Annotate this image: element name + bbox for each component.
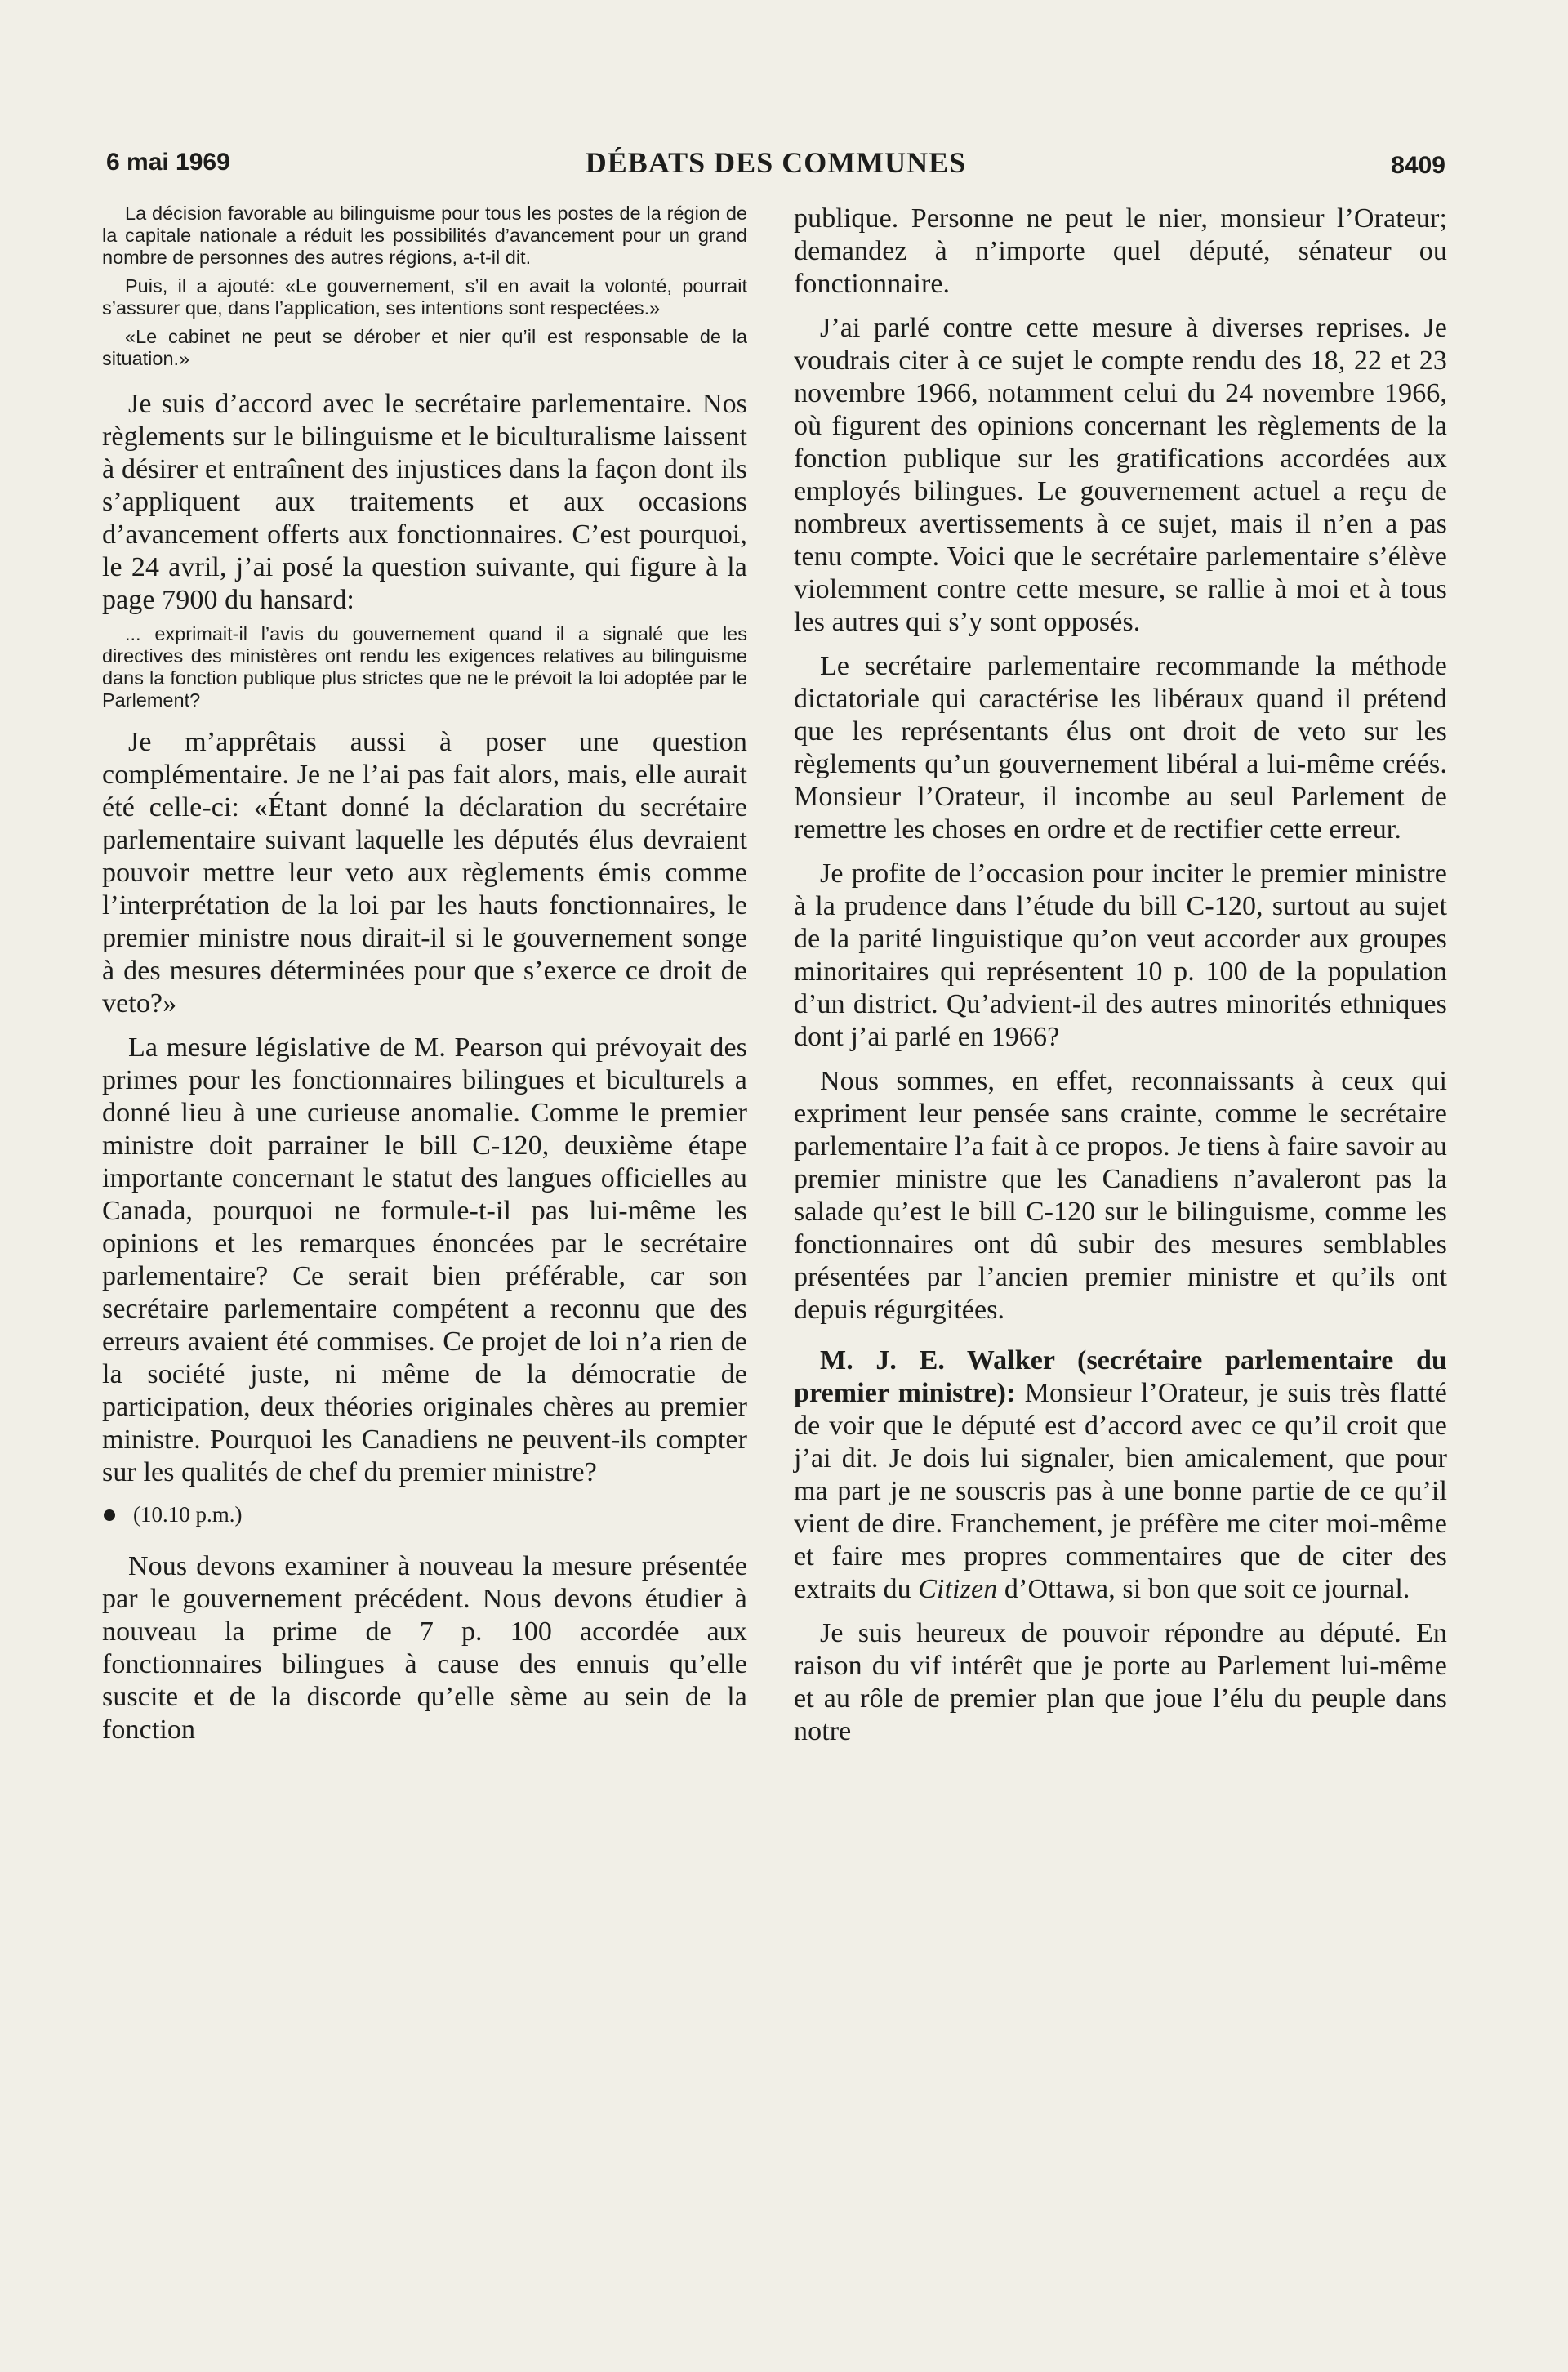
- time-marker-text: (10.10 p.m.): [133, 1502, 243, 1527]
- body-paragraph: La mesure législative de M. Pearson qui prévoyait des primes pour les fonctionnaires bilingues et biculturels a donné lieu à une curieuse anomalie. Comme le premier ministre doit parrainer le bill C-120, deuxième étape importante concernant le statut des langues officielles au Canada, pourquoi ne formule-t-il pas lui-même les opinions et les remarques énoncées par le secrétaire parlementaire? Ce serait bien préférable, car son secrétaire parlementaire compétent a reconnu que des erreurs avaient été commises. Ce projet de loi n’a rien de la société juste, ni même de la démocratie de participation, deux théories originales chères au premier ministre. Pourquoi les Canadiens ne peuvent-ils compter sur les qualités de chef du premier ministre?: [102, 1032, 747, 1487]
- body-paragraph: Nous devons examiner à nouveau la mesure présentée par le gouvernement précédent. Nous devons étudier à nouveau la prime de 7 p. 100 accordée aux fonctionnaires bilingues à cause des ennuis qu’elle suscite et de la discorde qu’elle sème au sein de la fonction: [102, 1551, 747, 1745]
- time-marker: [102, 1502, 747, 1527]
- body-paragraph: publique. Personne ne peut le nier, monsieur l’Orateur; demandez à n’importe quel député, sénateur ou fonctionnaire.: [794, 203, 1447, 299]
- body-paragraph: Le secrétaire parlementaire recommande la méthode dictatoriale qui caractérise les libéraux quand il prétend que les représentants élus ont droit de veto sur les règlements qu’un gouvernement libéral a lui-même créés. Monsieur l’Orateur, il incombe au seul Parlement de remettre les choses en ordre et de rectifier cette erreur.: [794, 651, 1447, 845]
- newspaper-title: Citizen: [918, 1574, 998, 1604]
- body-paragraph: Nous sommes, en effet, reconnaissants à ceux qui expriment leur pensée sans crainte, comme le secrétaire parlementaire l’a fait à ce propos. Je tiens à faire savoir au premier ministre que les Canadiens n’avaleront pas la salade qu’est le bill C-120 sur le bilinguisme, comme les fonctionnaires ont dû subir des mesures semblables présentées par l’ancien premier ministre et qu’ils ont depuis régurgitées.: [794, 1066, 1447, 1325]
- quote-paragraph: «Le cabinet ne peut se dérober et nier qu’il est responsable de la situation.»: [102, 326, 747, 369]
- speaker-name: M. J. E. Walker (secrétaire parlementaire du premier ministre):: [794, 1345, 1447, 1408]
- page-number: 8409: [1391, 152, 1446, 179]
- body-paragraph: Je profite de l’occasion pour inciter le premier ministre à la prudence dans l’étude du bill C-120, surtout au sujet de la parité linguistique qu’on veut accorder aux groupes minoritaires qui représentent 10 p. 100 de la population d’un district. Qu’advient-il des autres minorités ethniques dont j’ai parlé en 1966?: [794, 858, 1447, 1052]
- speech-text: Monsieur l’Orateur, je suis très flatté de voir que le député est d’accord avec ce qu’il croit que j’ai dit. Je dois lui signaler, bien amicalement, que pour ma part je ne souscris pas à une bonne partie de ce qu’il vient de dire. Franchement, je préfère me citer moi-même et faire mes propres commentaires que de citer des extraits du: [794, 1378, 1447, 1604]
- bullet-icon: [104, 1509, 115, 1521]
- body-paragraph: Je m’apprêtais aussi à poser une question complémentaire. Je ne l’ai pas fait alors, mais, elle aurait été celle-ci: «Étant donné la déclaration du secrétaire parlementaire suivant laquelle les députés élus devraient pouvoir mettre leur veto aux règlements émis comme l’interprétation de la loi par les hauts fonctionnaires, le premier ministre nous dirait-il si le gouvernement songe à des mesures déterminées pour que s’exerce ce droit de veto?»: [102, 727, 747, 1019]
- speech-text: d’Ottawa, si bon que soit ce journal.: [997, 1574, 1410, 1604]
- quote-paragraph: ... exprimait-il l’avis du gouvernement quand il a signalé que les directives des ministères ont rendu les exigences relatives au bilinguisme dans la fonction publique plus strictes que ne le prévoit la loi adoptée par le Parlement?: [102, 623, 747, 711]
- right-column: [794, 203, 1447, 1759]
- page-header: [106, 145, 1446, 186]
- speech-paragraph: [794, 1344, 1447, 1606]
- header-title: DÉBATS DES COMMUNES: [585, 146, 967, 179]
- body-paragraph: Je suis d’accord avec le secrétaire parlementaire. Nos règlements sur le bilinguisme et le biculturalisme laissent à désirer et entraînent des injustices dans la façon dont ils s’appliquent aux traitements et aux occasions d’avancement offerts aux fonctionnaires. C’est pourquoi, le 24 avril, j’ai posé la question suivante, qui figure à la page 7900 du hansard:: [102, 389, 747, 615]
- body-paragraph: J’ai parlé contre cette mesure à diverses reprises. Je voudrais citer à ce sujet le compte rendu des 18, 22 et 23 novembre 1966, notamment celui du 24 novembre 1966, où figurent des opinions concernant les règlements de la fonction publique sur les gratifications accordées aux employés bilingues. Le gouvernement actuel a reçu de nombreux avertissements à ce sujet, mais il n’en a pas tenu compte. Voici que le secrétaire parlementaire s’élève violemment contre cette mesure, se rallie à moi et à tous les autres qui s’y sont opposés.: [794, 313, 1447, 637]
- quote-paragraph: La décision favorable au bilinguisme pour tous les postes de la région de la capitale nationale a réduit les possibilités d’avancement pour un grand nombre de personnes des autres régions, a-t-il dit.: [102, 203, 747, 268]
- quote-paragraph: Puis, il a ajouté: «Le gouvernement, s’il en avait la volonté, pourrait s’assurer que, dans l’application, ses intentions sont respectées.»: [102, 275, 747, 319]
- left-column: [102, 203, 747, 1758]
- body-paragraph: Je suis heureux de pouvoir répondre au député. En raison du vif intérêt que je porte au Parlement lui-même et au rôle de premier plan que joue l’élu du peuple dans notre: [794, 1618, 1447, 1746]
- header-date: 6 mai 1969: [106, 149, 230, 176]
